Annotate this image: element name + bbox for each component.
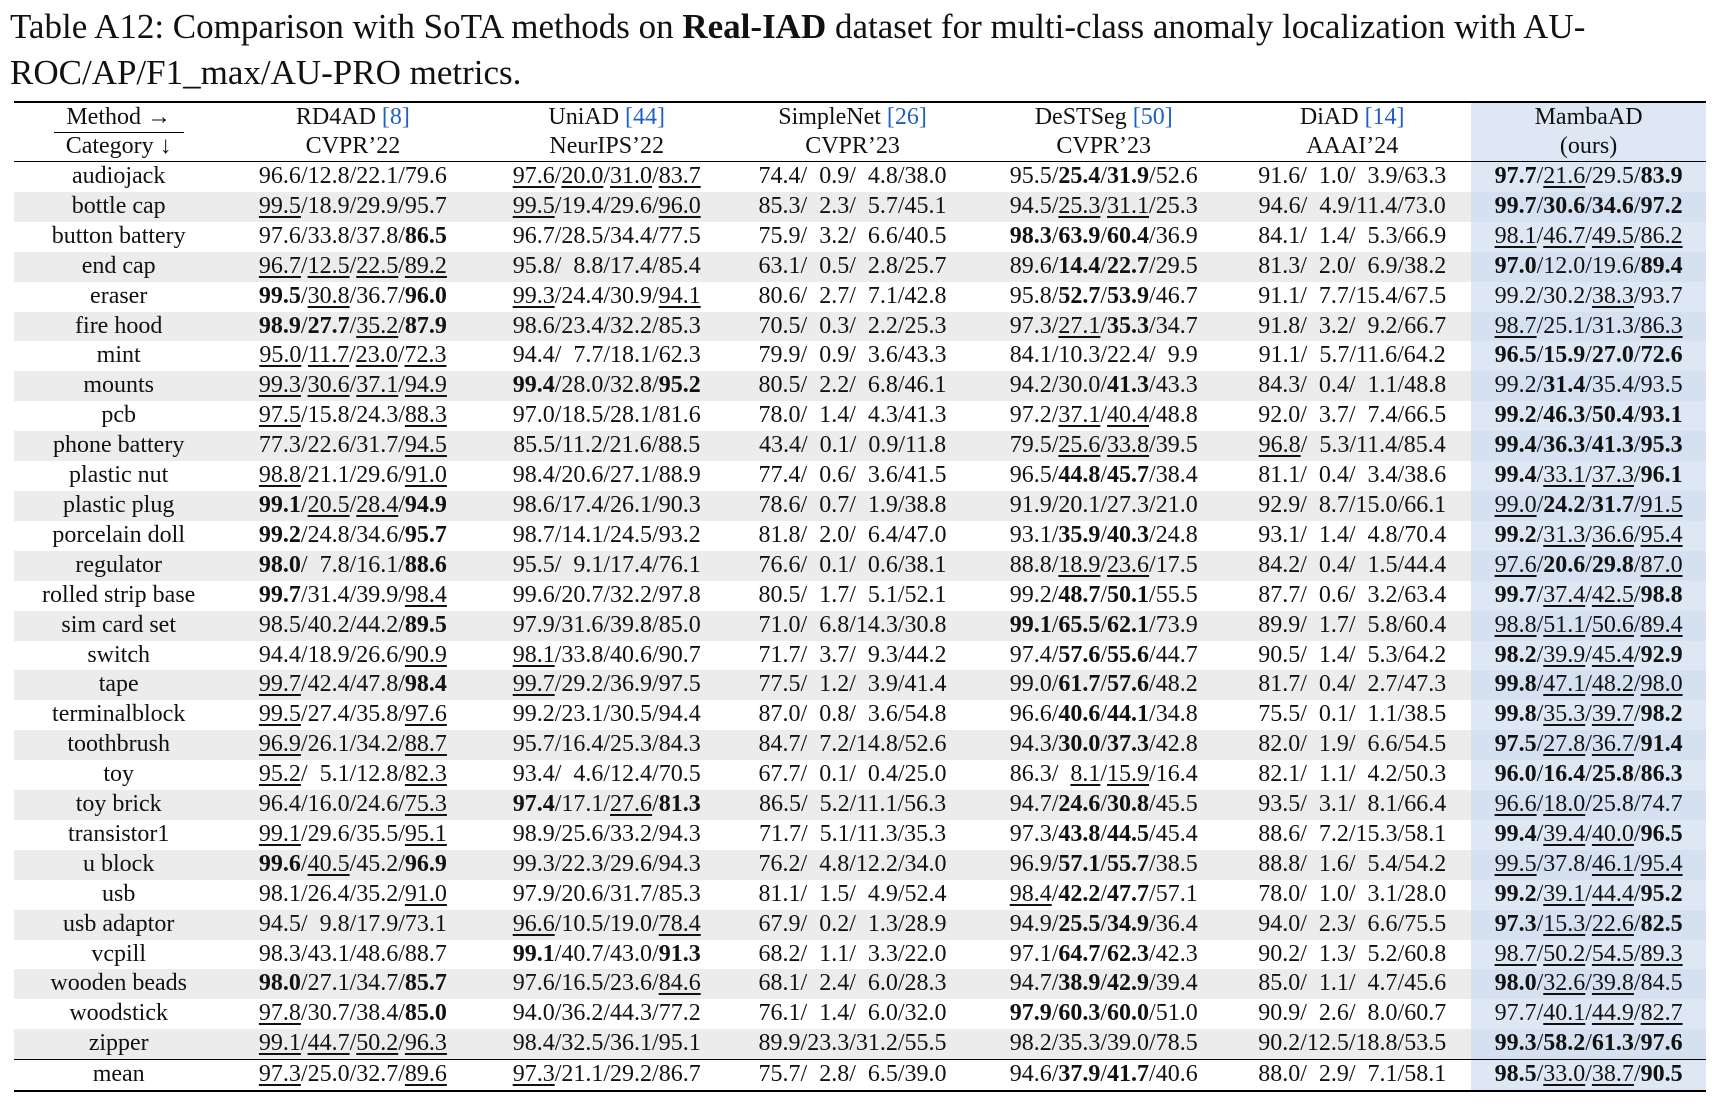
category-cell: wooden beads <box>14 969 223 999</box>
metric-cell-destseg: 94.7/38.9/42.9/39.4 <box>974 969 1233 999</box>
metric-cell-diad: 82.0/ 1.9/ 6.6/54.5 <box>1233 730 1471 760</box>
metric-cell-simplenet: 68.1/ 2.4/ 6.0/28.3 <box>731 969 974 999</box>
metric-cell-simplenet: 81.1/ 1.5/ 4.9/52.4 <box>758 880 947 907</box>
metric-cell-mambaad: 99.7/37.4/42.5/98.8 <box>1471 581 1706 611</box>
method-header-destseg: DeSTSeg [50] <box>974 102 1233 132</box>
metric-cell-destseg: 98.2/35.3/39.0/78.5 <box>974 1029 1233 1059</box>
caption-dataset: Real-IAD <box>682 7 827 46</box>
metric-cell-simplenet: 84.7/ 7.2/14.8/52.6 <box>731 730 974 760</box>
table-row <box>14 312 1706 342</box>
category-cell: woodstick <box>69 1000 169 1027</box>
metric-cell-rd4ad: 96.4/16.0/24.6/75.3 <box>223 790 482 820</box>
metric-cell-uniad: 95.5/ 9.1/17.4/76.1 <box>482 551 731 581</box>
metric-cell-diad: 81.1/ 0.4/ 3.4/38.6 <box>1258 462 1447 489</box>
metric-cell-simplenet: 67.7/ 0.1/ 0.4/25.0 <box>758 761 947 788</box>
metric-cell-uniad: 98.1/33.8/40.6/90.7 <box>512 641 701 668</box>
category-cell: u block <box>14 850 223 880</box>
metric-cell-destseg: 99.1/65.5/62.1/73.9 <box>974 611 1233 641</box>
metric-cell-diad: 91.1/ 7.7/15.4/67.5 <box>1258 282 1447 309</box>
metric-cell-mambaad: 99.2/46.3/50.4/93.1 <box>1471 401 1706 431</box>
metric-cell-uniad: 99.3/24.4/30.9/94.1 <box>512 282 701 309</box>
metric-cell-simplenet: 86.5/ 5.2/11.1/56.3 <box>731 790 974 820</box>
metric-cell-rd4ad: 99.3/30.6/37.1/94.9 <box>223 371 482 401</box>
metric-cell-rd4ad: 98.9/27.7/35.2/87.9 <box>223 312 482 342</box>
header-row-methods <box>14 102 1706 132</box>
metric-cell-destseg: 96.9/57.1/55.7/38.5 <box>974 850 1233 880</box>
metric-cell-simplenet: 68.2/ 1.1/ 3.3/22.0 <box>758 940 947 967</box>
metric-cell-simplenet: 87.0/ 0.8/ 3.6/54.8 <box>758 701 947 728</box>
metric-cell-destseg: 97.3/43.8/44.5/45.4 <box>1009 820 1198 847</box>
metric-cell-uniad: 99.3/22.3/29.6/94.3 <box>482 850 731 880</box>
table-body <box>14 102 1706 1091</box>
metric-cell-destseg: 98.4/42.2/47.7/57.1 <box>1009 880 1198 907</box>
table-row <box>14 969 1706 999</box>
metric-cell-rd4ad: 97.3/25.0/32.7/89.6 <box>223 1060 482 1091</box>
metric-cell-simplenet: 85.3/ 2.3/ 5.7/45.1 <box>731 192 974 222</box>
metric-cell-rd4ad: 98.0/27.1/34.7/85.7 <box>223 969 482 999</box>
metric-cell-destseg: 95.8/52.7/53.9/46.7 <box>1009 282 1198 309</box>
metric-cell-uniad: 94.4/ 7.7/18.1/62.3 <box>512 342 701 369</box>
metric-cell-mambaad: 96.5/15.9/27.0/72.6 <box>1471 341 1706 371</box>
metric-cell-mambaad: 97.7/40.1/44.9/82.7 <box>1471 999 1706 1029</box>
metric-cell-destseg: 97.1/64.7/62.3/42.3 <box>1009 940 1198 967</box>
metric-cell-mambaad: 97.0/12.0/19.6/89.4 <box>1471 252 1706 282</box>
venue-diad: AAAI’24 <box>1233 132 1471 162</box>
metric-cell-diad: 91.1/ 5.7/11.6/64.2 <box>1258 342 1446 369</box>
metric-cell-rd4ad: 97.6/33.8/37.8/86.5 <box>258 222 447 249</box>
metric-cell-simplenet: 71.7/ 5.1/11.3/35.3 <box>759 820 947 847</box>
table-row <box>14 222 1706 252</box>
mean-row <box>14 1060 1706 1091</box>
category-cell: audiojack <box>72 163 166 189</box>
table-row <box>14 371 1706 401</box>
metric-cell-mambaad: 97.6/20.6/29.8/87.0 <box>1471 551 1706 581</box>
metric-cell-destseg: 88.8/18.9/23.6/17.5 <box>974 551 1233 581</box>
table-row <box>14 641 1706 671</box>
category-cell: tape <box>14 670 223 700</box>
metric-cell-rd4ad: 99.7/31.4/39.9/98.4 <box>258 581 447 608</box>
metric-cell-diad: 84.3/ 0.4/ 1.1/48.8 <box>1233 371 1471 401</box>
metric-cell-uniad: 97.9/20.6/31.7/85.3 <box>512 880 701 907</box>
metric-cell-rd4ad: 99.1/29.6/35.5/95.1 <box>258 820 447 847</box>
category-cell: regulator <box>14 551 223 581</box>
metric-cell-rd4ad: 99.5/18.9/29.9/95.7 <box>223 192 482 222</box>
metric-cell-rd4ad: 97.8/30.7/38.4/85.0 <box>258 1000 447 1027</box>
metric-cell-diad: 88.0/ 2.9/ 7.1/58.1 <box>1233 1060 1471 1091</box>
metric-cell-diad: 90.2/ 1.3/ 5.2/60.8 <box>1258 940 1447 967</box>
table-row <box>14 192 1706 222</box>
metric-cell-mambaad: 99.5/37.8/46.1/95.4 <box>1471 850 1706 880</box>
metric-cell-diad: 82.1/ 1.1/ 4.2/50.3 <box>1258 761 1447 788</box>
table-row <box>14 282 1706 312</box>
metric-cell-mambaad: 99.0/24.2/31.7/91.5 <box>1471 491 1706 521</box>
metric-cell-uniad: 99.7/29.2/36.9/97.5 <box>482 670 731 700</box>
metric-cell-diad: 81.7/ 0.4/ 2.7/47.3 <box>1233 670 1471 700</box>
metric-cell-rd4ad: 99.2/24.8/34.6/95.7 <box>258 521 447 548</box>
metric-cell-mambaad: 97.5/27.8/36.7/91.4 <box>1471 730 1706 760</box>
method-header-mambaad: MambaAD <box>1471 102 1706 132</box>
category-cell: mean <box>14 1060 223 1091</box>
metric-cell-rd4ad: 99.1/20.5/28.4/94.9 <box>223 491 482 521</box>
metric-cell-simplenet: 76.1/ 1.4/ 6.0/32.0 <box>758 1000 947 1027</box>
metric-cell-uniad: 98.6/17.4/26.1/90.3 <box>482 491 731 521</box>
category-cell: toy brick <box>14 790 223 820</box>
metric-cell-rd4ad: 98.8/21.1/29.6/91.0 <box>258 462 447 489</box>
metric-cell-uniad: 99.6/20.7/32.2/97.8 <box>512 581 701 608</box>
metric-cell-destseg: 94.6/37.9/41.7/40.6 <box>974 1060 1233 1091</box>
metric-cell-diad: 94.6/ 4.9/11.4/73.0 <box>1233 192 1471 222</box>
metric-cell-rd4ad: 99.5/27.4/35.8/97.6 <box>258 701 447 728</box>
table-row <box>14 521 1706 551</box>
metric-cell-simplenet: 80.5/ 2.2/ 6.8/46.1 <box>731 371 974 401</box>
metric-cell-destseg: 86.3/ 8.1/15.9/16.4 <box>1009 761 1198 788</box>
metric-cell-diad: 94.0/ 2.3/ 6.6/75.5 <box>1233 910 1471 940</box>
category-cell: end cap <box>14 252 223 282</box>
metric-cell-diad: 84.2/ 0.4/ 1.5/44.4 <box>1233 551 1471 581</box>
table-row <box>14 1029 1706 1059</box>
metric-cell-mambaad: 99.4/33.1/37.3/96.1 <box>1471 461 1706 491</box>
category-cell: usb adaptor <box>14 910 223 940</box>
metric-cell-mambaad: 98.7/25.1/31.3/86.3 <box>1471 312 1706 342</box>
metric-cell-diad: 88.6/ 7.2/15.3/58.1 <box>1258 820 1447 847</box>
category-cell: button battery <box>51 222 186 249</box>
metric-cell-destseg: 94.9/25.5/34.9/36.4 <box>974 910 1233 940</box>
metric-cell-mambaad: 99.2/39.1/44.4/95.2 <box>1471 880 1706 910</box>
category-cell: eraser <box>90 282 148 309</box>
category-cell: switch <box>87 641 151 668</box>
metric-cell-simplenet: 80.5/ 1.7/ 5.1/52.1 <box>758 581 947 608</box>
metric-cell-simplenet: 78.0/ 1.4/ 4.3/41.3 <box>758 402 947 429</box>
category-cell: rolled strip base <box>42 581 196 608</box>
metric-cell-mambaad: 98.5/33.0/38.7/90.5 <box>1471 1060 1706 1091</box>
category-cell: transistor1 <box>68 820 170 847</box>
metric-cell-diad: 93.5/ 3.1/ 8.1/66.4 <box>1233 790 1471 820</box>
category-cell: mounts <box>14 371 223 401</box>
metric-cell-destseg: 79.5/25.6/33.8/39.5 <box>974 431 1233 461</box>
metric-cell-rd4ad: 94.5/ 9.8/17.9/73.1 <box>223 910 482 940</box>
venue-simplenet: CVPR’23 <box>731 132 974 162</box>
metric-cell-uniad: 85.5/11.2/21.6/88.5 <box>482 431 731 461</box>
metric-cell-diad: 75.5/ 0.1/ 1.1/38.5 <box>1258 701 1447 728</box>
metric-cell-destseg: 93.1/35.9/40.3/24.8 <box>1009 521 1198 548</box>
metric-cell-destseg: 97.4/57.6/55.6/44.7 <box>1009 641 1198 668</box>
venue-destseg: CVPR’23 <box>974 132 1233 162</box>
metric-cell-destseg: 99.0/61.7/57.6/48.2 <box>974 670 1233 700</box>
metric-cell-uniad: 96.7/28.5/34.4/77.5 <box>512 222 701 249</box>
metric-cell-rd4ad: 99.7/42.4/47.8/98.4 <box>223 670 482 700</box>
caption-suffix: dataset for multi-class anomaly localization with AU-ROC/AP/F1_max/AU-PRO metrics. <box>10 7 1586 92</box>
metric-cell-rd4ad: 95.0/11.7/23.0/72.3 <box>259 342 447 369</box>
table-row <box>14 581 1706 611</box>
metric-cell-destseg: 96.5/44.8/45.7/38.4 <box>1009 462 1198 489</box>
metric-cell-diad: 84.1/ 1.4/ 5.3/66.9 <box>1258 222 1447 249</box>
metric-cell-diad: 85.0/ 1.1/ 4.7/45.6 <box>1233 969 1471 999</box>
metric-cell-rd4ad: 99.5/30.8/36.7/96.0 <box>258 282 447 309</box>
category-cell: sim card set <box>14 611 223 641</box>
metric-cell-diad: 90.2/12.5/18.8/53.5 <box>1233 1029 1471 1059</box>
metric-cell-mambaad: 98.7/50.2/54.5/89.3 <box>1471 940 1706 970</box>
metric-cell-diad: 91.6/ 1.0/ 3.9/63.3 <box>1258 163 1447 189</box>
metric-cell-simplenet: 76.6/ 0.1/ 0.6/38.1 <box>731 551 974 581</box>
metric-cell-destseg: 97.9/60.3/60.0/51.0 <box>1009 1000 1198 1027</box>
metric-cell-destseg: 97.2/37.1/40.4/48.8 <box>1009 402 1198 429</box>
metric-cell-simplenet: 75.7/ 2.8/ 6.5/39.0 <box>731 1060 974 1091</box>
metric-cell-rd4ad: 98.0/ 7.8/16.1/88.6 <box>223 551 482 581</box>
table-row <box>14 431 1706 461</box>
table-row <box>14 252 1706 282</box>
metric-cell-diad: 93.1/ 1.4/ 4.8/70.4 <box>1258 521 1447 548</box>
metric-cell-uniad: 98.4/32.5/36.1/95.1 <box>482 1029 731 1059</box>
metric-cell-diad: 92.9/ 8.7/15.0/66.1 <box>1233 491 1471 521</box>
metric-cell-rd4ad: 96.7/12.5/22.5/89.2 <box>223 252 482 282</box>
metric-cell-diad: 89.9/ 1.7/ 5.8/60.4 <box>1233 611 1471 641</box>
comparison-table <box>14 101 1706 1092</box>
metric-cell-mambaad: 99.3/58.2/61.3/97.6 <box>1471 1029 1706 1059</box>
metric-cell-mambaad: 99.2/31.3/36.6/95.4 <box>1471 521 1706 551</box>
metric-cell-destseg: 94.3/30.0/37.3/42.8 <box>974 730 1233 760</box>
metric-cell-uniad: 98.6/23.4/32.2/85.3 <box>482 312 731 342</box>
venue-rd4ad: CVPR’22 <box>223 132 482 162</box>
metric-cell-diad: 90.5/ 1.4/ 5.3/64.2 <box>1258 641 1447 668</box>
metric-cell-rd4ad: 97.5/15.8/24.3/88.3 <box>258 402 447 429</box>
metric-cell-diad: 91.8/ 3.2/ 9.2/66.7 <box>1233 312 1471 342</box>
metric-cell-simplenet: 71.7/ 3.7/ 9.3/44.2 <box>758 641 947 668</box>
metric-cell-mambaad: 98.1/46.7/49.5/86.2 <box>1471 222 1706 252</box>
metric-cell-rd4ad: 98.1/26.4/35.2/91.0 <box>258 880 447 907</box>
metric-cell-uniad: 94.0/36.2/44.3/77.2 <box>512 1000 701 1027</box>
category-cell: usb <box>102 880 136 907</box>
metric-cell-simplenet: 81.8/ 2.0/ 6.4/47.0 <box>758 521 947 548</box>
table-row <box>14 999 1706 1029</box>
header-row-venues <box>14 132 1706 162</box>
metric-cell-diad: 81.3/ 2.0/ 6.9/38.2 <box>1233 252 1471 282</box>
metric-cell-mambaad: 97.7/21.6/29.5/83.9 <box>1471 162 1706 192</box>
metric-cell-rd4ad: 99.1/44.7/50.2/96.3 <box>223 1029 482 1059</box>
metric-cell-diad: 87.7/ 0.6/ 3.2/63.4 <box>1258 581 1447 608</box>
metric-cell-simplenet: 70.5/ 0.3/ 2.2/25.3 <box>731 312 974 342</box>
metric-cell-mambaad: 98.0/32.6/39.8/84.5 <box>1471 969 1706 999</box>
table-row <box>14 880 1706 910</box>
metric-cell-destseg: 84.1/10.3/22.4/ 9.9 <box>1009 342 1198 369</box>
metric-cell-rd4ad: 95.2/ 5.1/12.8/82.3 <box>258 761 447 788</box>
metric-cell-uniad: 98.4/20.6/27.1/88.9 <box>512 462 701 489</box>
table-row <box>14 940 1706 970</box>
category-cell: vcpill <box>91 940 147 967</box>
metric-cell-uniad: 99.2/23.1/30.5/94.4 <box>512 701 701 728</box>
metric-cell-mambaad: 98.8/51.1/50.6/89.4 <box>1471 611 1706 641</box>
metric-cell-destseg: 96.6/40.6/44.1/34.8 <box>1009 701 1198 728</box>
metric-cell-mambaad: 99.4/36.3/41.3/95.3 <box>1471 431 1706 461</box>
metric-cell-simplenet: 63.1/ 0.5/ 2.8/25.7 <box>731 252 974 282</box>
table-row <box>14 820 1706 850</box>
venue-uniad: NeurIPS’22 <box>482 132 731 162</box>
table-row <box>14 730 1706 760</box>
metric-cell-uniad: 95.8/ 8.8/17.4/85.4 <box>482 252 731 282</box>
metric-cell-destseg: 94.2/30.0/41.3/43.3 <box>974 371 1233 401</box>
metric-cell-uniad: 99.1/40.7/43.0/91.3 <box>512 940 701 967</box>
metric-cell-destseg: 98.3/63.9/60.4/36.9 <box>1009 222 1198 249</box>
table-row <box>14 401 1706 431</box>
method-header-rd4ad: RD4AD [8] <box>223 102 482 132</box>
metric-cell-rd4ad: 99.6/40.5/45.2/96.9 <box>223 850 482 880</box>
metric-cell-mambaad: 99.7/30.6/34.6/97.2 <box>1471 192 1706 222</box>
table-row <box>14 850 1706 880</box>
metric-cell-simplenet: 78.6/ 0.7/ 1.9/38.8 <box>731 491 974 521</box>
metric-cell-uniad: 99.4/28.0/32.8/95.2 <box>482 371 731 401</box>
metric-cell-mambaad: 96.6/18.0/25.8/74.7 <box>1471 790 1706 820</box>
category-cell: mint <box>96 342 141 369</box>
metric-cell-simplenet: 79.9/ 0.9/ 3.6/43.3 <box>758 342 947 369</box>
table-caption <box>10 4 1705 96</box>
table-row <box>14 341 1706 371</box>
method-header-uniad: UniAD [44] <box>482 102 731 132</box>
metric-cell-uniad: 97.6/16.5/23.6/84.6 <box>482 969 731 999</box>
category-cell: terminalblock <box>52 701 186 728</box>
table-row <box>14 760 1706 790</box>
metric-cell-destseg: 94.5/25.3/31.1/25.3 <box>974 192 1233 222</box>
metric-cell-uniad: 93.4/ 4.6/12.4/70.5 <box>512 761 701 788</box>
metric-cell-mambaad: 97.3/15.3/22.6/82.5 <box>1471 910 1706 940</box>
metric-cell-uniad: 97.9/31.6/39.8/85.0 <box>482 611 731 641</box>
metric-cell-diad: 96.8/ 5.3/11.4/85.4 <box>1233 431 1471 461</box>
metric-cell-uniad: 97.3/21.1/29.2/86.7 <box>482 1060 731 1091</box>
metric-cell-destseg: 89.6/14.4/22.7/29.5 <box>974 252 1233 282</box>
metric-cell-simplenet: 67.9/ 0.2/ 1.3/28.9 <box>731 910 974 940</box>
method-axis-label: Method → <box>14 102 223 132</box>
table-row <box>14 790 1706 820</box>
category-axis-label: Category ↓ <box>14 132 223 162</box>
metric-cell-mambaad: 99.4/39.4/40.0/96.5 <box>1471 820 1706 850</box>
metric-cell-mambaad: 98.2/39.9/45.4/92.9 <box>1471 641 1706 671</box>
metric-cell-destseg: 91.9/20.1/27.3/21.0 <box>974 491 1233 521</box>
caption-prefix: Table A12: Comparison with SoTA methods on <box>10 7 683 46</box>
category-cell: bottle cap <box>14 192 223 222</box>
method-header-simplenet: SimpleNet [26] <box>731 102 974 132</box>
metric-cell-uniad: 95.7/16.4/25.3/84.3 <box>482 730 731 760</box>
table-row <box>14 910 1706 940</box>
metric-cell-mambaad: 99.8/35.3/39.7/98.2 <box>1471 700 1706 730</box>
category-cell: plastic nut <box>69 462 169 489</box>
metric-cell-simplenet: 77.4/ 0.6/ 3.6/41.5 <box>758 462 947 489</box>
metric-cell-rd4ad: 98.3/43.1/48.6/88.7 <box>258 940 447 967</box>
category-cell: porcelain doll <box>52 521 185 548</box>
metric-cell-rd4ad: 94.4/18.9/26.6/90.9 <box>258 641 447 668</box>
metric-cell-uniad: 97.6/20.0/31.0/83.7 <box>512 163 701 189</box>
metric-cell-uniad: 96.6/10.5/19.0/78.4 <box>482 910 731 940</box>
metric-cell-mambaad: 99.8/47.1/48.2/98.0 <box>1471 670 1706 700</box>
metric-cell-uniad: 98.7/14.1/24.5/93.2 <box>512 521 701 548</box>
category-cell: plastic plug <box>14 491 223 521</box>
metric-cell-rd4ad: 96.6/12.8/22.1/79.6 <box>258 163 447 189</box>
metric-cell-diad: 88.8/ 1.6/ 5.4/54.2 <box>1233 850 1471 880</box>
table-row <box>14 551 1706 581</box>
metric-cell-mambaad: 99.2/30.2/38.3/93.7 <box>1471 282 1706 312</box>
category-cell: pcb <box>101 402 137 429</box>
metric-cell-simplenet: 80.6/ 2.7/ 7.1/42.8 <box>758 282 947 309</box>
metric-cell-simplenet: 77.5/ 1.2/ 3.9/41.4 <box>731 670 974 700</box>
metric-cell-simplenet: 71.0/ 6.8/14.3/30.8 <box>731 611 974 641</box>
metric-cell-rd4ad: 96.9/26.1/34.2/88.7 <box>223 730 482 760</box>
metric-cell-destseg: 99.2/48.7/50.1/55.5 <box>1009 581 1198 608</box>
category-cell: toothbrush <box>14 730 223 760</box>
metric-cell-simplenet: 89.9/23.3/31.2/55.5 <box>731 1029 974 1059</box>
metric-cell-diad: 78.0/ 1.0/ 3.1/28.0 <box>1258 880 1447 907</box>
metric-cell-uniad: 97.0/18.5/28.1/81.6 <box>512 402 701 429</box>
metric-cell-rd4ad: 98.5/40.2/44.2/89.5 <box>223 611 482 641</box>
metric-cell-diad: 92.0/ 3.7/ 7.4/66.5 <box>1258 402 1447 429</box>
category-cell: phone battery <box>14 431 223 461</box>
metric-cell-mambaad: 99.2/31.4/35.4/93.5 <box>1471 371 1706 401</box>
metric-cell-destseg: 97.3/27.1/35.3/34.7 <box>974 312 1233 342</box>
table-row <box>14 611 1706 641</box>
table-row <box>14 461 1706 491</box>
metric-cell-diad: 90.9/ 2.6/ 8.0/60.7 <box>1258 1000 1447 1027</box>
metric-cell-uniad: 98.9/25.6/33.2/94.3 <box>512 820 701 847</box>
metric-cell-destseg: 94.7/24.6/30.8/45.5 <box>974 790 1233 820</box>
metric-cell-simplenet: 43.4/ 0.1/ 0.9/11.8 <box>731 431 974 461</box>
venue-mambaad: (ours) <box>1471 132 1706 162</box>
category-cell: toy <box>103 761 135 788</box>
method-header-diad: DiAD [14] <box>1233 102 1471 132</box>
metric-cell-simplenet: 74.4/ 0.9/ 4.8/38.0 <box>758 163 947 189</box>
table-row <box>14 700 1706 730</box>
table-row <box>14 670 1706 700</box>
metric-cell-mambaad: 96.0/16.4/25.8/86.3 <box>1471 760 1706 790</box>
table-row <box>14 162 1706 192</box>
metric-cell-simplenet: 76.2/ 4.8/12.2/34.0 <box>731 850 974 880</box>
metric-cell-destseg: 95.5/25.4/31.9/52.6 <box>1009 163 1198 189</box>
category-cell: fire hood <box>14 312 223 342</box>
metric-cell-simplenet: 75.9/ 3.2/ 6.6/40.5 <box>758 222 947 249</box>
metric-cell-uniad: 99.5/19.4/29.6/96.0 <box>482 192 731 222</box>
metric-cell-uniad: 97.4/17.1/27.6/81.3 <box>482 790 731 820</box>
metric-cell-rd4ad: 77.3/22.6/31.7/94.5 <box>223 431 482 461</box>
table-row <box>14 491 1706 521</box>
category-cell: zipper <box>14 1029 223 1059</box>
